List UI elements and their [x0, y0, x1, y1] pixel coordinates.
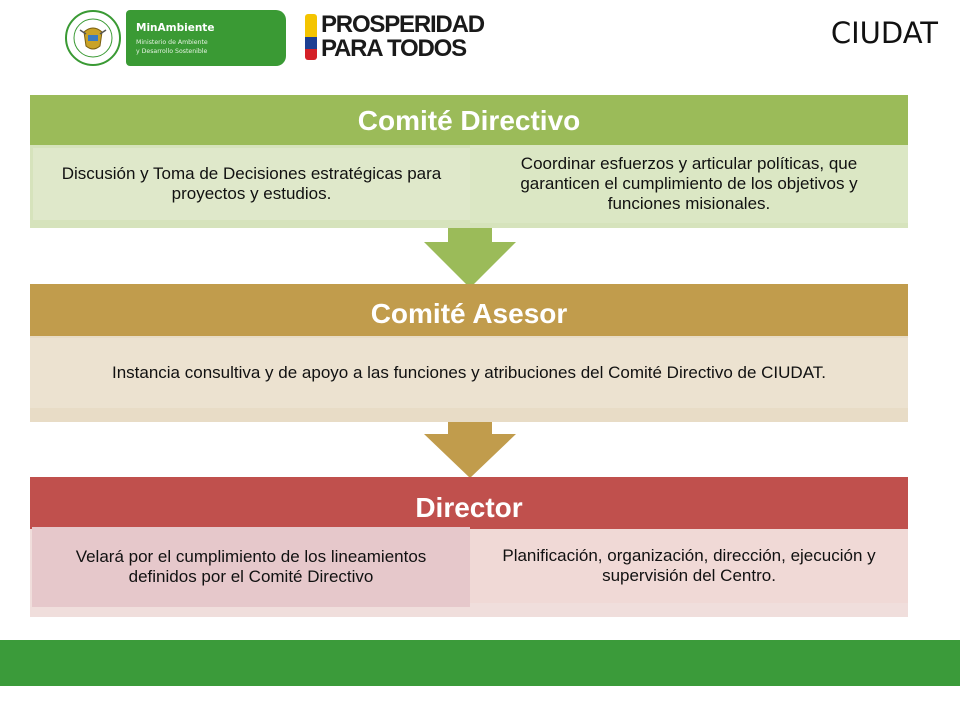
minambiente-badge [126, 10, 286, 66]
prosperidad-line-1: PROSPERIDAD [321, 11, 484, 38]
minambiente-title: MinAmbiente [136, 22, 215, 34]
level-comite-asesor [30, 284, 908, 422]
level-1-item-1: Discusión y Toma de Decisiones estratégicas para proyectos y estudios. [33, 148, 470, 220]
level-3-item-1: Velará por el cumplimiento de los lineamientos definidos por el Comité Directivo [32, 527, 470, 607]
minambiente-logo [64, 10, 286, 66]
prosperidad-logo [305, 11, 505, 65]
level-3-heading: Director [415, 492, 523, 523]
prosperidad-line-2: PARA TODOS [321, 35, 466, 62]
down-arrow-icon [424, 422, 516, 478]
level-1-item-2: Coordinar esfuerzos y articular políticas, que garanticen el cumplimiento de los objetivos y funciones misionales. [470, 145, 908, 223]
footer-bar [0, 640, 960, 686]
colombia-seal-icon [64, 10, 122, 66]
minambiente-subtitle-1: Ministerio de Ambiente [136, 39, 208, 46]
page-title: CIUDAT [830, 16, 938, 50]
level-1-heading: Comité Directivo [357, 105, 581, 136]
level-2-heading: Comité Asesor [370, 298, 568, 329]
level-3-item-2: Planificación, organización, dirección, ejecución y supervisión del Centro. [470, 529, 908, 603]
level-director [30, 477, 908, 617]
level-comite-directivo [30, 95, 908, 228]
minambiente-subtitle-2: y Desarrollo Sostenible [136, 48, 208, 55]
level-2-item-1: Instancia consultiva y de apoyo a las funciones y atribuciones del Comité Directivo de CIUDAT. [30, 338, 908, 408]
colombia-flag-icon [305, 14, 317, 60]
down-arrow-icon [424, 228, 516, 288]
